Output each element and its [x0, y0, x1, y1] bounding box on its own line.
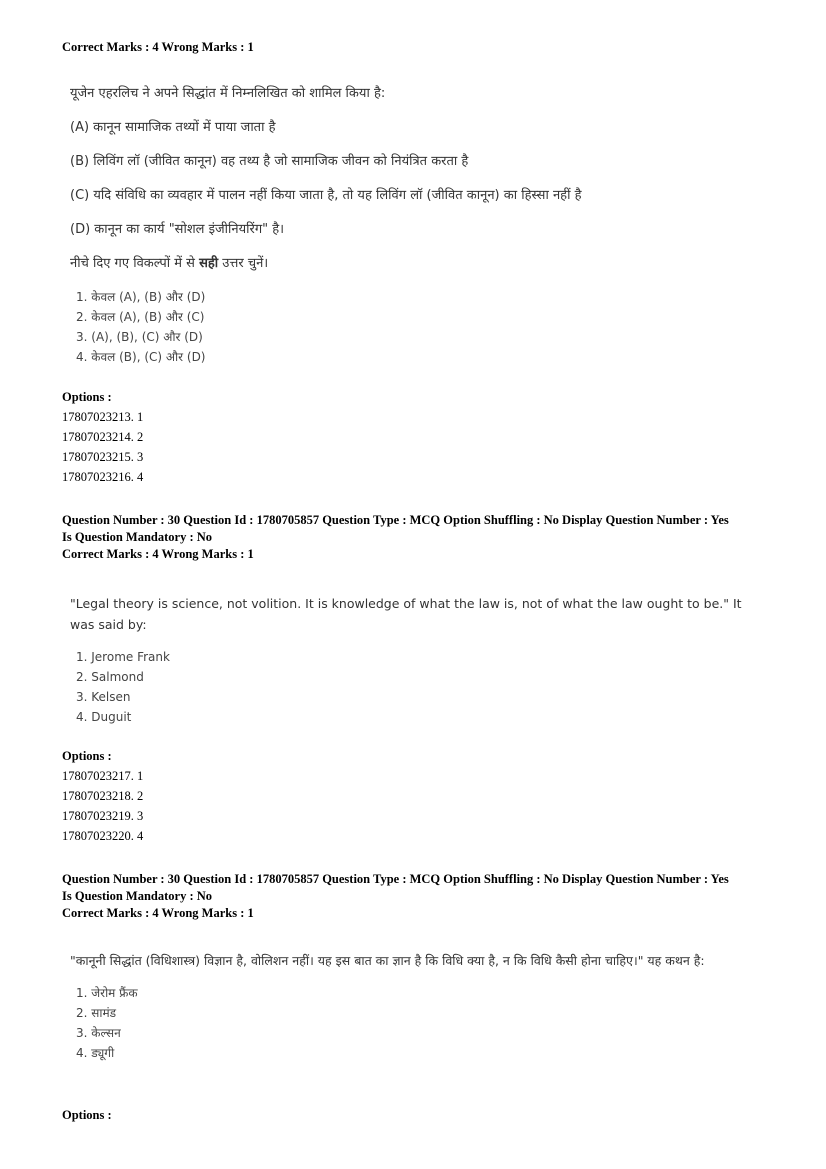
- choice-1: 1. जेरोम फ्रैंक: [76, 986, 138, 1000]
- options-list: [62, 766, 143, 846]
- instruction-prefix: नीचे दिए गए विकल्पों में से: [70, 256, 200, 271]
- statement-d: (D) कानून का कार्य "सोशल इंजीनियरिंग" है।: [70, 222, 285, 237]
- choice-1: 1. केवल (A), (B) और (D): [76, 290, 206, 304]
- options-label: Options :: [62, 749, 112, 763]
- question-header: Question Number : 30 Question Id : 1780705857 Question Type : MCQ Option Shuffling : No Display Question Number : Yes: [62, 513, 729, 527]
- choice-4: 4. केवल (B), (C) और (D): [76, 350, 206, 364]
- option-item: 17807023217. 1: [62, 769, 144, 783]
- question-stem: यूजेन एहरलिच ने अपने सिद्धांत में निम्नलिखित को शामिल किया है:: [70, 86, 386, 101]
- instruction-suffix: उत्तर चुनें।: [218, 256, 269, 271]
- choice-4: 4. Duguit: [76, 710, 132, 724]
- choice-3: 3. (A), (B), (C) और (D): [76, 330, 203, 344]
- statement-c: (C) यदि संविधि का व्यवहार में पालन नहीं किया जाता है, तो यह लिविंग लॉ (जीवित कानून) का हिस्सा नहीं है: [70, 188, 582, 203]
- choice-3: 3. Kelsen: [76, 690, 131, 704]
- choice-1: 1. Jerome Frank: [76, 650, 170, 664]
- options-label: Options :: [62, 1108, 112, 1122]
- statement-b: (B) लिविंग लॉ (जीवित कानून) वह तथ्य है जो सामाजिक जीवन को नियंत्रित करता है: [70, 154, 469, 169]
- marks-line: Correct Marks : 4 Wrong Marks : 1: [62, 547, 254, 561]
- choice-3: 3. केल्सन: [76, 1026, 121, 1040]
- mandatory-line: Is Question Mandatory : No: [62, 889, 213, 903]
- mandatory-line: Is Question Mandatory : No: [62, 530, 213, 544]
- option-item: 17807023216. 4: [62, 470, 144, 484]
- marks-line: Correct Marks : 4 Wrong Marks : 1: [62, 40, 254, 54]
- option-item: 17807023213. 1: [62, 410, 144, 424]
- choice-4: 4. ड्यूगी: [76, 1046, 115, 1060]
- choice-2: 2. केवल (A), (B) और (C): [76, 310, 205, 324]
- instruction: [70, 254, 770, 273]
- question-image: [70, 950, 770, 1063]
- options-label: Options :: [62, 390, 112, 404]
- option-item: 17807023215. 3: [62, 450, 144, 464]
- question-stem: "कानूनी सिद्धांत (विधिशास्त्र) विज्ञान है, वोलिशन नहीं। यह इस बात का ज्ञान है कि विधि क्या है, न कि विधि कैसी होना चाहिए।" यह कथन है:: [70, 953, 705, 968]
- question-stem: "Legal theory is science, not volition. It is knowledge of what the law is, not of what the law ought to be." It was said by:: [70, 596, 742, 632]
- choice-2: 2. Salmond: [76, 670, 144, 684]
- marks-line: Correct Marks : 4 Wrong Marks : 1: [62, 906, 254, 920]
- statement-a: (A) कानून सामाजिक तथ्यों में पाया जाता है: [70, 120, 276, 135]
- instruction-bold: सही: [199, 256, 219, 271]
- option-item: 17807023214. 2: [62, 430, 144, 444]
- option-item: 17807023219. 3: [62, 809, 144, 823]
- question-image: [70, 84, 770, 367]
- choice-2: 2. सामंड: [76, 1006, 117, 1020]
- question-image: [70, 593, 760, 727]
- options-list: [62, 407, 143, 487]
- question-header: Question Number : 30 Question Id : 1780705857 Question Type : MCQ Option Shuffling : No Display Question Number : Yes: [62, 872, 729, 886]
- option-item: 17807023218. 2: [62, 789, 144, 803]
- option-item: 17807023220. 4: [62, 829, 144, 843]
